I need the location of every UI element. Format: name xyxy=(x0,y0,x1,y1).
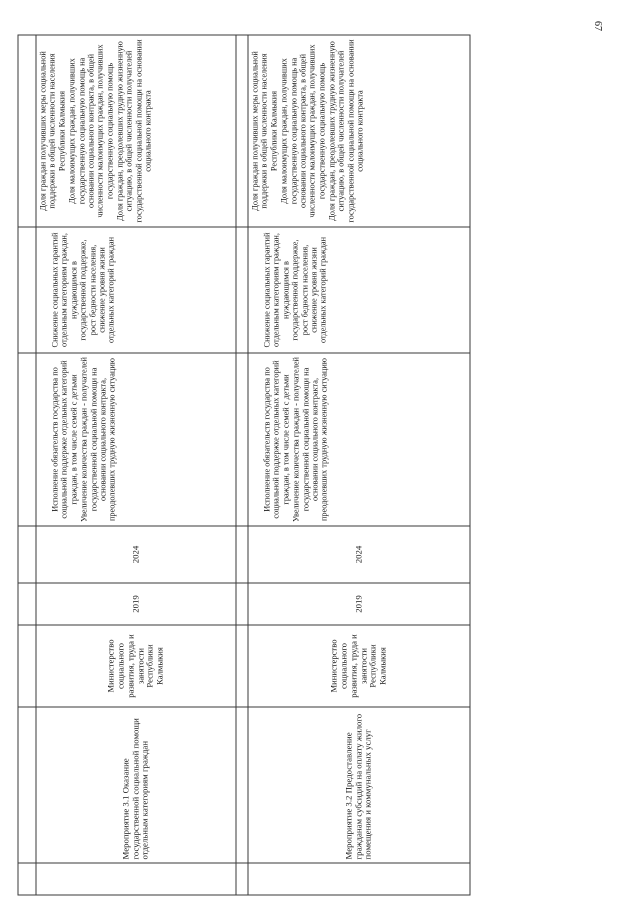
start-year-cell: 2019 xyxy=(36,583,236,625)
end-year-cell: 2024 xyxy=(248,526,470,583)
indicator-text: Доля граждан получивших меры социальной поддержки в общей численности населения Республики Калмыкия xyxy=(38,50,67,211)
activity-cell: Мероприятие 3.1 Оказание государственной социальной помощи отдельным категориям граждан xyxy=(36,707,236,863)
indicators-cell xyxy=(36,35,236,227)
end-year-cell: 2024 xyxy=(36,526,236,583)
indicator-text: Доля малоимущих граждан, получивших государственную социальную помощь на основании социального контракта, в общей численности малоимущих граждан, получивших государственную социальную помощь xyxy=(279,43,327,218)
strip-cell xyxy=(18,707,36,863)
measures-table xyxy=(18,34,471,895)
result-cell xyxy=(248,353,470,526)
spacer-cell xyxy=(236,35,248,227)
indicator-text: Доля граждан, преодолевших трудную жизненную ситуацию, в общей численности получателей государственной социальной помощи на основании социального контракта xyxy=(115,38,153,223)
page-number: 67 xyxy=(592,21,603,31)
strip-cell xyxy=(18,35,36,227)
strip-cell xyxy=(18,353,36,526)
row-number-cell xyxy=(36,863,236,895)
table-row xyxy=(248,35,470,895)
result-cell xyxy=(36,353,236,526)
result-text: Увеличение количества граждан - получателей государственной социальной помощи на основании социального контракта, преодолевших трудную жизненную ситуацию xyxy=(79,356,117,522)
spacer-cell xyxy=(236,227,248,353)
executor-cell: Министерство социального развития, труда и занятости Республики Калмыкия xyxy=(248,625,470,707)
result-text: Исполнение обязательств государства по социальной поддержке отдельных категорий граждан, в том числе семей с детьми xyxy=(262,359,291,519)
consequence-cell: Снижение социальных гарантий отдельным категориям граждан, нуждающимся в государственной поддержке, рост бедности населения, снижение уровня жизни отдельных категорий граждан xyxy=(36,227,236,353)
spacer-cell xyxy=(236,707,248,863)
spacer-row xyxy=(236,35,248,895)
activity-cell: Мероприятие 3.2 Предоставление гражданам субсидий на оплату жилого помещения и коммунальных услуг xyxy=(248,707,470,863)
spacer-cell xyxy=(236,353,248,526)
indicators-cell xyxy=(248,35,470,227)
strip-cell xyxy=(18,526,36,583)
row-number-cell xyxy=(248,863,470,895)
spacer-cell xyxy=(236,526,248,583)
consequence-cell: Снижение социальных гарантий отдельным категориям граждан, нуждающимся в государственной поддержке, рост бедности населения, снижение уровня жизни отдельных категорий граждан xyxy=(248,227,470,353)
start-year-cell: 2019 xyxy=(248,583,470,625)
spacer-cell xyxy=(236,863,248,895)
strip-cell xyxy=(18,863,36,895)
strip-cell xyxy=(18,625,36,707)
table-row xyxy=(36,35,236,895)
spacer-cell xyxy=(236,583,248,625)
indicator-text: Доля малоимущих граждан, получивших государственную социальную помощь на основании социального контракта, в общей численности малоимущих граждан, получивших государственную социальную помощь xyxy=(67,43,115,218)
strip-row xyxy=(18,35,36,895)
strip-cell xyxy=(18,583,36,625)
result-text: Увеличение количества граждан - получателей государственной социальной помощи на основании социального контракта, преодолевших трудную жизненную ситуацию xyxy=(291,356,329,522)
rotated-table-container xyxy=(18,35,471,895)
executor-cell: Министерство социального развития, труда и занятости Республики Калмыкия xyxy=(36,625,236,707)
indicator-text: Доля граждан получивших меры социальной поддержки в общей численности населения Республики Калмыкия xyxy=(250,50,279,211)
result-text: Исполнение обязательств государства по социальной поддержке отдельных категорий граждан, в том числе семей с детьми xyxy=(50,359,79,519)
strip-cell xyxy=(18,227,36,353)
spacer-cell xyxy=(236,625,248,707)
indicator-text: Доля граждан, преодолевших трудную жизненную ситуацию, в общей численности получателей государственной социальной помощи на основании социального контракта xyxy=(327,38,365,223)
